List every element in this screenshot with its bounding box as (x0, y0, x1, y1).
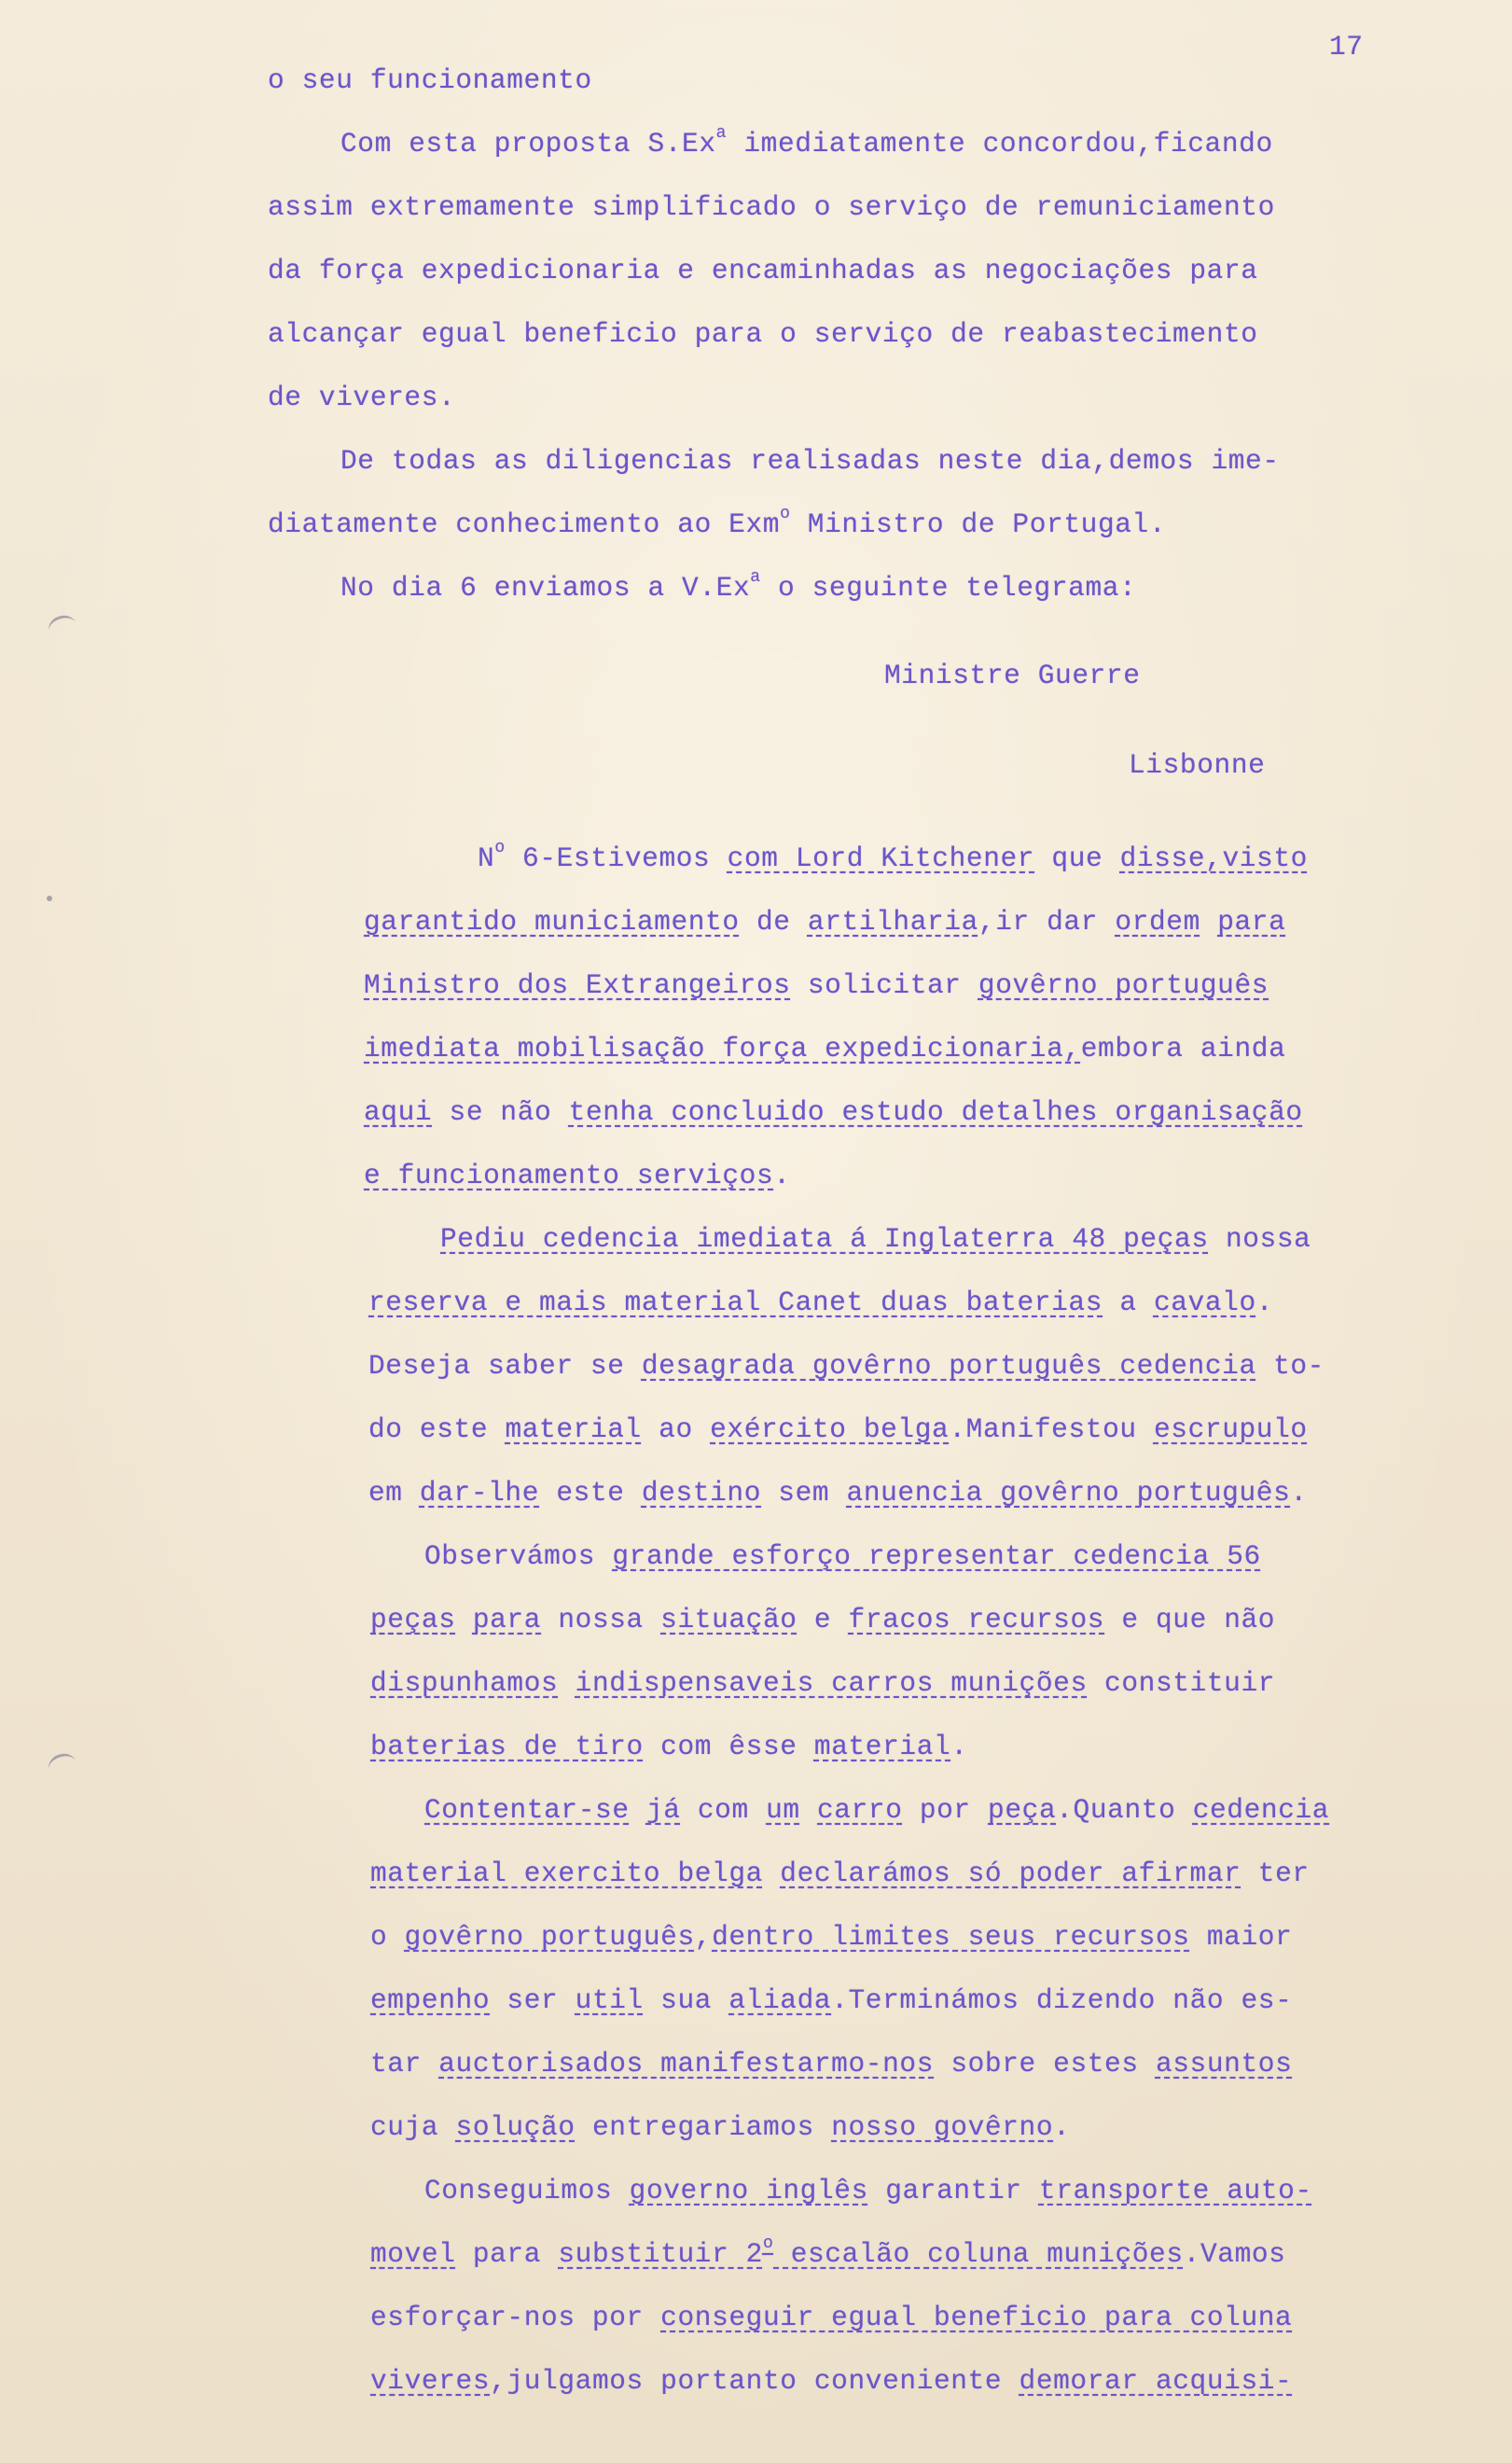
text-segment: o seguinte telegrama: (760, 572, 1137, 604)
text-segment: a (715, 124, 728, 143)
underlined-text: para (472, 1604, 542, 1635)
text-segment: a (1103, 1287, 1154, 1318)
text-line (370, 1921, 1293, 1953)
underlined-text: anuencia govêrno português (846, 1477, 1291, 1509)
underlined-text: aliada (728, 1984, 832, 2016)
text-segment: . (950, 1731, 968, 1762)
text-segment: embora ainda (1080, 1033, 1286, 1065)
text-segment (800, 1794, 817, 1826)
text-line (370, 2234, 1286, 2270)
underlined-text: um (766, 1794, 800, 1826)
text-segment: ,ir dar (978, 906, 1116, 938)
underlined-text: com Lord Kitchener (727, 842, 1035, 874)
text-line (368, 1289, 1273, 1317)
text-line (364, 1096, 1303, 1128)
text-segment: tar (370, 2048, 439, 2080)
underlined-text: carro (817, 1794, 903, 1826)
underlined-text: ordem (1115, 906, 1200, 938)
text-segment: sua (643, 1984, 729, 2016)
text-segment: ,julgamos portanto conveniente (490, 2365, 1020, 2397)
text-line (368, 1413, 1308, 1445)
text-segment: o seu funcionamento (268, 64, 592, 96)
text-segment: Observámos (424, 1540, 613, 1572)
text-line (368, 1477, 1308, 1509)
text-segment: para (455, 2238, 559, 2270)
underlined-text: destino (641, 1477, 761, 1509)
underlined-text: viveres (370, 2365, 491, 2397)
underlined-text: e funcionamento serviços (364, 1160, 774, 1191)
text-line (268, 191, 1275, 223)
text-segment: e que não (1104, 1604, 1276, 1635)
underlined-text: cavalo (1153, 1287, 1256, 1318)
text-segment: imediatamente concordou,ficando (727, 128, 1273, 160)
underlined-text: baterias de tiro (370, 1731, 644, 1762)
underlined-text: aqui (364, 1096, 433, 1128)
underlined-text: grande esforço representar cedencia 56 (612, 1540, 1261, 1572)
text-segment: N (478, 842, 495, 874)
text-segment: e (797, 1604, 849, 1635)
underlined-text: empenho (370, 1984, 491, 2016)
text-segment: nossa (541, 1604, 661, 1635)
text-segment: ao (641, 1413, 711, 1445)
text-segment: o (494, 839, 506, 857)
text-segment: 6-Estivemos (505, 842, 728, 874)
text-segment (1200, 906, 1217, 938)
text-segment: . (1290, 1477, 1308, 1509)
underlined-text: material exercito belga (370, 1858, 763, 1889)
margin-dot (47, 896, 52, 901)
text-line (424, 1540, 1261, 1572)
text-segment: com êsse (643, 1731, 814, 1762)
text-line (268, 257, 1258, 285)
text-line (1129, 749, 1266, 781)
text-segment (763, 1858, 780, 1889)
underlined-text: governo inglês (629, 2175, 868, 2206)
underlined-text: artilharia (807, 906, 978, 938)
underlined-text: disse,visto (1119, 842, 1308, 874)
text-segment: do este (368, 1413, 506, 1445)
underlined-text: demorar acquisi- (1019, 2365, 1293, 2397)
underlined-text: indispensaveis carros munições (575, 1667, 1088, 1699)
text-line (370, 2048, 1293, 2080)
text-segment: de (739, 906, 808, 938)
text-segment: Com esta proposta S.Ex (340, 128, 716, 160)
text-segment: No dia 6 enviamos a V.Ex (340, 572, 751, 604)
underlined-text: govêrno português (978, 969, 1269, 1001)
text-segment: Conseguimos (424, 2175, 630, 2206)
underlined-text: imediata mobilisação força expedicionaria, (364, 1033, 1081, 1065)
underlined-text: nosso govêrno (831, 2111, 1054, 2143)
text-segment: sobre estes (934, 2048, 1156, 2080)
underlined-text: substituir 2 (558, 2238, 763, 2270)
text-line (370, 2304, 1292, 2332)
underlined-text: já (645, 1794, 681, 1826)
underlined-text: escalão coluna munições (773, 2238, 1184, 2270)
underlined-text: auctorisados manifestarmo-nos (438, 2048, 935, 2080)
text-segment: .Vamos (1183, 2238, 1286, 2270)
underlined-text: dar-lhe (419, 1477, 540, 1509)
text-segment: cuja (370, 2111, 456, 2143)
underlined-text: conseguir egual beneficio para coluna (660, 2302, 1293, 2333)
text-segment: Ministro de Portugal. (790, 508, 1167, 540)
text-line (364, 969, 1269, 1001)
text-segment: o (370, 1921, 405, 1953)
text-line (340, 124, 1273, 160)
text-line (370, 2365, 1293, 2397)
underlined-text: transporte auto- (1038, 2175, 1312, 2206)
text-segment: de viveres. (268, 382, 456, 413)
text-line (884, 662, 1141, 690)
text-segment: maior (1189, 1921, 1293, 1953)
underlined-text: exército belga (710, 1413, 950, 1445)
underlined-text: Ministro dos Extrangeiros (364, 969, 791, 1001)
text-line (370, 1860, 1310, 1888)
underlined-text: Pediu cedencia imediata á Inglaterra 48 peças (440, 1223, 1209, 1255)
text-segment (558, 1667, 575, 1699)
margin-mark (46, 1750, 79, 1781)
text-line (370, 1733, 968, 1761)
text-segment: sem (761, 1477, 847, 1509)
underlined-text: Contentar-se (424, 1794, 630, 1826)
text-segment (456, 1604, 473, 1635)
text-segment: .Manifestou (949, 1413, 1154, 1445)
text-segment: , (694, 1921, 713, 1953)
text-segment: to- (1255, 1350, 1325, 1382)
text-line (364, 906, 1286, 938)
text-segment: se não (432, 1096, 569, 1128)
text-segment (630, 1794, 646, 1826)
underlined-text: dispunhamos (370, 1667, 559, 1699)
underlined-text: o (762, 2234, 774, 2253)
text-segment: ser (490, 1984, 576, 2016)
text-segment: a (750, 568, 761, 587)
underlined-text: escrupulo (1153, 1413, 1308, 1445)
text-line (368, 1350, 1325, 1382)
text-segment: da força expedicionaria e encaminhadas as negociações para (268, 255, 1258, 286)
text-line (424, 2175, 1312, 2206)
text-line (364, 1162, 791, 1190)
text-line (340, 445, 1280, 477)
text-segment: De todas as diligencias realisadas neste dia,demos ime- (340, 445, 1280, 477)
underlined-text: util (575, 1984, 644, 2016)
text-segment: .Terminámos dizendo não es- (831, 1984, 1293, 2016)
text-segment: assim extremamente simplificado o serviço de remuniciamento (268, 191, 1275, 223)
text-segment: em (368, 1477, 420, 1509)
text-line (370, 1984, 1293, 2016)
underlined-text: peça (988, 1794, 1057, 1826)
text-line (370, 1604, 1276, 1635)
underlined-text: dentro limites seus recursos (712, 1921, 1190, 1953)
underlined-text: situação (660, 1604, 798, 1635)
text-segment: alcançar egual beneficio para o serviço de reabastecimento (268, 318, 1258, 350)
text-line (268, 318, 1258, 350)
underlined-text: material (813, 1731, 951, 1762)
underlined-text: reserva e mais material Canet duas baterias (368, 1287, 1103, 1318)
underlined-text: material (505, 1413, 642, 1445)
text-segment: . (773, 1160, 791, 1191)
page-number: 17 (1329, 31, 1364, 63)
underlined-text: solução (455, 2111, 576, 2143)
underlined-text: desagrada govêrno português cedencia (641, 1350, 1256, 1382)
text-segment: que (1034, 842, 1120, 874)
underlined-text: cedencia (1192, 1794, 1330, 1826)
text-segment: esforçar-nos por (370, 2302, 661, 2333)
underlined-text: govêrno português (404, 1921, 695, 1953)
underlined-text: assuntos (1155, 2048, 1293, 2080)
underlined-text: garantido municiamento (364, 906, 740, 938)
text-segment: solicitar (790, 969, 978, 1001)
text-segment: ter (1241, 1858, 1310, 1889)
text-line (364, 1033, 1286, 1065)
text-segment: . (1053, 2111, 1071, 2143)
underlined-text: peças (370, 1604, 456, 1635)
text-segment: diatamente conhecimento ao Exm (268, 508, 781, 540)
text-segment: .Quanto (1056, 1794, 1193, 1826)
text-segment: com (680, 1794, 767, 1826)
text-segment: o (780, 505, 791, 523)
text-line (424, 1794, 1330, 1826)
text-line (440, 1223, 1311, 1255)
underlined-text: para (1217, 906, 1286, 938)
text-segment: Lisbonne (1129, 749, 1266, 781)
text-line (370, 2111, 1071, 2143)
margin-mark (46, 612, 79, 643)
underlined-text: movel (370, 2238, 456, 2270)
text-segment: por (902, 1794, 989, 1826)
text-line (478, 839, 1308, 874)
text-line (268, 505, 1167, 540)
underlined-text: declarámos só poder afirmar (780, 1858, 1242, 1889)
text-segment: Ministre Guerre (884, 660, 1141, 691)
underlined-text: tenha concluido estudo detalhes organisação (568, 1096, 1303, 1128)
text-line (340, 568, 1137, 604)
text-segment: . (1255, 1287, 1274, 1318)
text-segment: este (539, 1477, 642, 1509)
text-line (370, 1667, 1276, 1699)
text-line (268, 64, 592, 96)
text-segment: garantir (867, 2175, 1039, 2206)
text-segment: nossa (1208, 1223, 1311, 1255)
text-line (268, 384, 455, 412)
text-segment: constituir (1087, 1667, 1276, 1699)
text-segment: entregariamos (575, 2111, 832, 2143)
underlined-text: fracos recursos (848, 1604, 1105, 1635)
text-segment: Deseja saber se (368, 1350, 642, 1382)
